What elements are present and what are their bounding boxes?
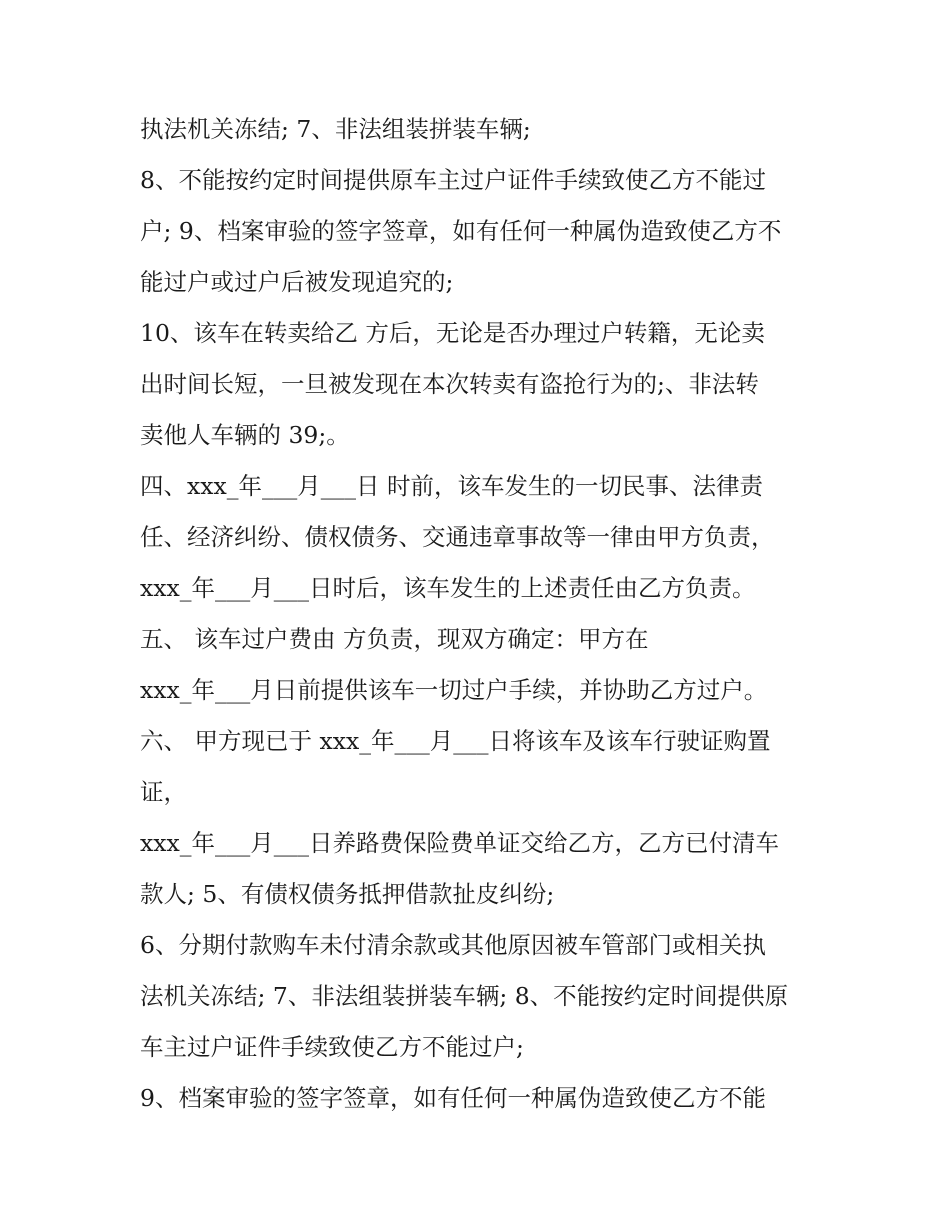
text-line: xxx_年___月日前提供该车一切过户手续，并协助乙方过户。 — [140, 676, 768, 704]
text-line: 四、xxx_年___月___日 时前，该车发生的一切民事、法律责 — [140, 472, 763, 500]
text-line: 10、该车在转卖给乙 方后，无论是否办理过户转籍，无论卖 — [140, 319, 765, 347]
text-line: 8、不能按约定时间提供原车主过户证件手续致使乙方不能过 — [140, 166, 766, 194]
text-line: xxx_年___月___日养路费保险费单证交给乙方，乙方已付清车 — [140, 829, 780, 857]
text-line: 法机关冻结; 7、非法组装拼装车辆; 8、不能按约定时间提供原 — [140, 982, 789, 1010]
text-line: 出时间长短，一旦被发现在本次转卖有盗抢行为的;、非法转 — [140, 370, 759, 398]
text-line: 五、 该车过户费由 方负责，现双方确定：甲方在 — [140, 625, 649, 653]
text-line: 卖他人车辆的 39;。 — [140, 421, 350, 449]
text-line: 六、 甲方现已于 xxx_年___月___日将该车及该车行驶证购置 — [140, 727, 771, 755]
text-line: xxx_年___月___日时后，该车发生的上述责任由乙方负责。 — [140, 574, 756, 602]
text-line: 证， — [140, 778, 187, 806]
text-line: 6、分期付款购车未付清余款或其他原因被车管部门或相关执 — [140, 931, 766, 959]
text-line: 款人; 5、有债权债务抵押借款扯皮纠纷; — [140, 880, 555, 908]
text-line: 执法机关冻结; 7、非法组装拼装车辆; — [140, 115, 531, 143]
text-line: 9、档案审验的签字签章，如有任何一种属伪造致使乙方不能 — [140, 1084, 766, 1112]
text-line: 车主过户证件手续致使乙方不能过户; — [140, 1033, 524, 1061]
text-line: 户; 9、档案审验的签字签章，如有任何一种属伪造致使乙方不 — [140, 217, 782, 245]
text-line: 能过户或过户后被发现追究的; — [140, 268, 454, 296]
text-line: 任、经济纠纷、债权债务、交通违章事故等一律由甲方负责， — [140, 523, 775, 551]
document-body — [140, 104, 830, 1124]
